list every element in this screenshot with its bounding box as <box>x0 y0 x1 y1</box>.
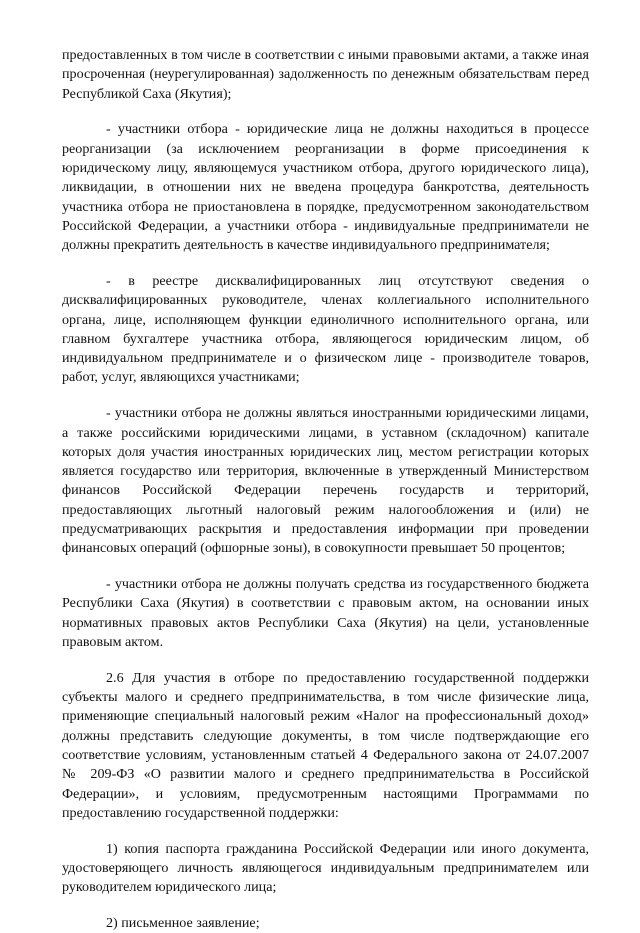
paragraph-budget-funds-condition: - участники отбора не должны получать средства из государственного бюджета Республики Саха (Якутия) в соответствии с правовым актом, на основании иных нормативных правовых актов Республики Саха (Якутия) на цели, установленные правовым актом. <box>62 576 589 651</box>
document-page <box>62 46 589 933</box>
paragraph-continuation: предоставленных в том числе в соответствии с иными правовыми актами, а также иная просроченная (неурегулированная) задолженность по денежным обязательствам перед Республикой Саха (Якутия); <box>62 47 589 102</box>
paragraph-disqualified-persons-condition: - в реестре дисквалифицированных лиц отсутствуют сведения о дисквалифицированных руководителе, членах коллегиального исполнительного органа, лице, исполняющем функции единоличного исполнительного органа, или главном бухгалтере участника отбора, являющегося юридическим лицом, об индивидуальном предпринимателе и о физическом лице - производителе товаров, работ, услуг, являющихся участниками; <box>62 272 589 386</box>
list-item-passport-copy: 1) копия паспорта гражданина Российской Федерации или иного документа, удостоверяющего личность являющегося индивидуальным предпринимателем или руководителем юридического лица; <box>62 840 589 896</box>
list-item-written-application: 2) письменное заявление; <box>106 915 260 932</box>
paragraph-reorganization-condition: - участники отбора - юридические лица не должны находиться в процессе реорганизации (за исключением реорганизации в форме присоединения к юридическому лицу, являющемуся участником отбора, другого юридического лица), ликвидации, в отношении них не введена процедура банкротства, деятельность участника отбора не приостановлена в порядке, предусмотренном законодательством Российской Федерации, а участники отбора - индивидуальные предприниматели не должны прекратить деятельность в качестве индивидуального предпринимателя; <box>62 121 589 254</box>
paragraph-section-2-6: 2.6 Для участия в отборе по предоставлению государственной поддержки субъекты малого и среднего предпринимательства, в том числе физические лица, применяющие специальный налоговый режим «Налог на профессиональный доход» должны представить следующие документы, в том числе подтверждающие его соответствие условиям, установленным статьей 4 Федерального закона от 24.07.2007 № 209-ФЗ «О развитии малого и среднего предпринимательства в Российской Федерации», и условиям, предусмотренным настоящими Программами по предоставлению государственной поддержки: <box>62 669 589 821</box>
paragraph-foreign-entities-condition: - участники отбора не должны являться иностранными юридическими лицами, а также российскими юридическими лицами, в уставном (складочном) капитале которых доля участия иностранных юридических лиц, местом регистрации которых является государство или территория, включенные в утвержденный Министерством финансов Российской Федерации перечень государств и территорий, предоставляющих льготный налоговый режим налогообложения и (или) не предусматривающих раскрытия и предоставления информации при проведении финансовых операций (офшорные зоны), в совокупности превышает 50 процентов; <box>62 405 589 557</box>
